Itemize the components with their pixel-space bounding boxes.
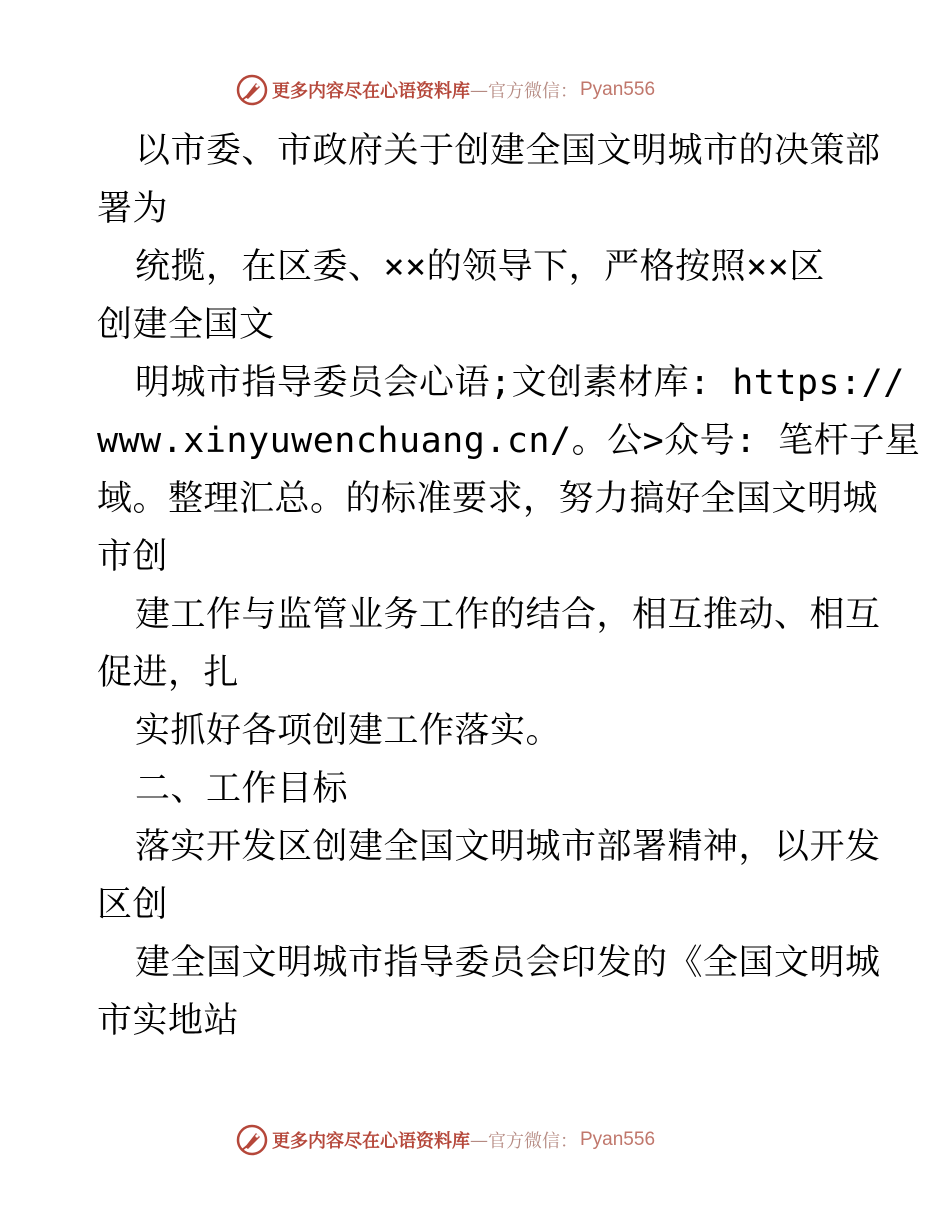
body-line: 创建全国文 [97, 305, 275, 345]
body-line: 以市委、市政府关于创建全国文明城市的决策部 [135, 131, 881, 171]
pen-nib-icon [236, 74, 268, 106]
body-line: 落实开发区创建全国文明城市部署精神，以开发 [135, 827, 881, 867]
watermark-label: 官方微信： [488, 1131, 578, 1152]
body-line: 署为 [97, 189, 169, 229]
document-body [97, 122, 921, 1050]
pen-nib-icon [236, 1124, 268, 1156]
watermark-id: Pyan556 [580, 79, 656, 100]
watermark-text: 更多内容尽在心语资料库 [272, 1131, 470, 1152]
watermark-separator: — [470, 1129, 488, 1151]
watermark-label: 官方微信： [488, 81, 578, 102]
body-line: 建全国文明城市指导委员会印发的《全国文明城 [135, 943, 881, 983]
watermark-text: 更多内容尽在心语资料库 [272, 81, 470, 102]
header-watermark [236, 72, 655, 108]
body-line: 建工作与监管业务工作的结合，相互推动、相互 [135, 595, 881, 635]
body-line: 市实地站 [97, 1001, 240, 1041]
body-line: www.xinyuwenchuang.cn/。公>众号: 笔杆子星 [97, 421, 921, 461]
body-line: 促进，扎 [97, 653, 240, 693]
body-line: 市创 [97, 537, 169, 577]
watermark-id: Pyan556 [580, 1129, 656, 1150]
body-line: 统揽，在区委、××的领导下，严格按照××区 [135, 247, 825, 287]
body-line: 区创 [97, 885, 169, 925]
section-heading: 二、工作目标 [135, 769, 349, 809]
body-line: 域。整理汇总。的标准要求，努力搞好全国文明城 [97, 479, 879, 519]
watermark-separator: — [470, 79, 488, 101]
body-line: 明城市指导委员会心语;文创素材库: https:// [135, 363, 905, 403]
footer-watermark [236, 1122, 655, 1158]
body-line: 实抓好各项创建工作落实。 [135, 711, 562, 751]
